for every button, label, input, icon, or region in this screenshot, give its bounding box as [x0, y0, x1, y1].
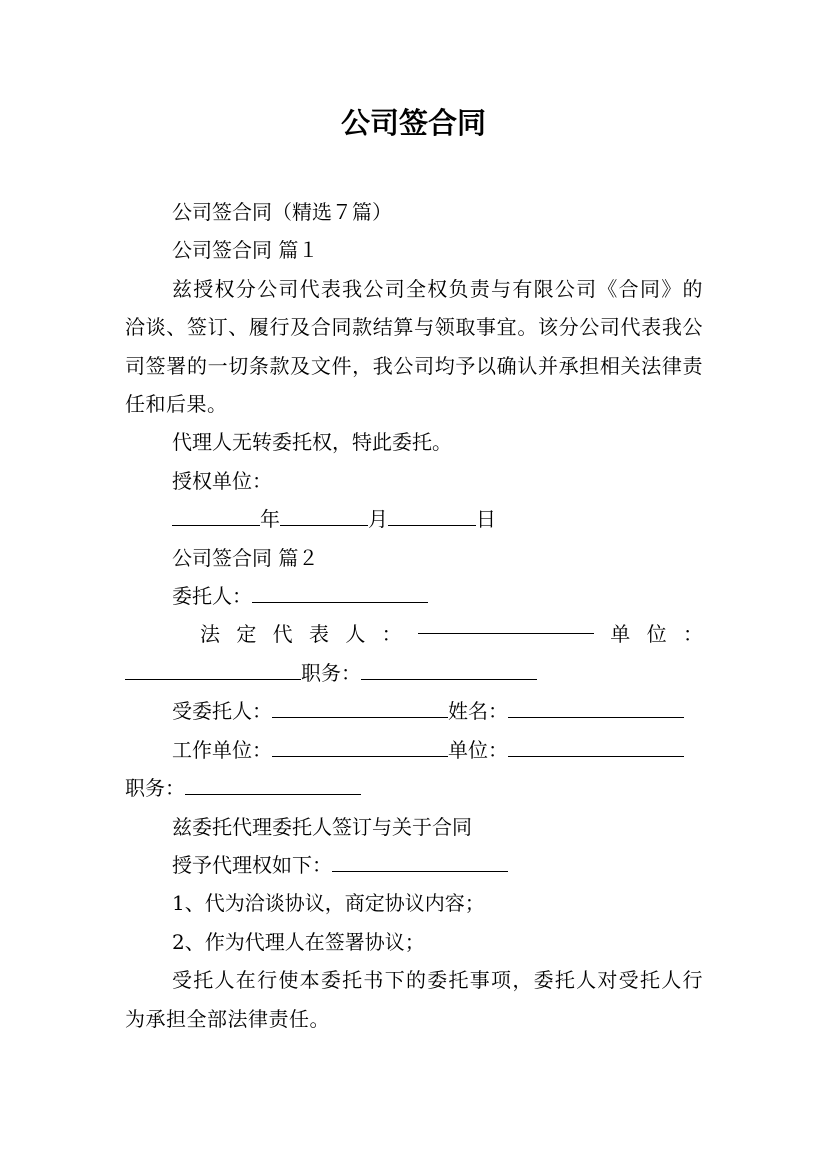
work-unit-label: 工作单位：	[172, 737, 272, 762]
unit-position-line	[125, 654, 703, 692]
unit-char: 单	[610, 622, 631, 647]
name-label: 姓名：	[448, 699, 508, 724]
position-blank-2[interactable]	[185, 776, 361, 795]
work-unit-blank[interactable]	[272, 738, 448, 757]
position-line-2	[125, 769, 703, 807]
unit-blank[interactable]	[125, 661, 301, 680]
section-heading-2: 公司签合同 篇２	[172, 545, 319, 570]
month-blank[interactable]	[280, 507, 368, 526]
legal-rep-char: 表	[308, 622, 329, 647]
document-body	[125, 193, 703, 1038]
position-blank[interactable]	[361, 661, 537, 680]
no-transfer-line: 代理人无转委托权，特此委托。	[172, 430, 452, 455]
position-label: 职务：	[301, 660, 361, 685]
intro-line: 公司签合同（精选７篇）	[172, 200, 392, 224]
item-2: 2、作为代理人在签署协议；	[172, 929, 425, 954]
day-label: 日	[476, 507, 496, 532]
document-title: 公司签合同	[340, 106, 486, 140]
work-unit-line	[125, 731, 703, 769]
unit-char: 位	[646, 622, 667, 647]
liability-paragraph: 受托人在行使本委托书下的委托事项，委托人对受托人行为承担全部法律责任。	[125, 968, 703, 1031]
legal-rep-char: 定	[236, 622, 257, 647]
year-blank[interactable]	[172, 507, 260, 526]
section-heading-1: 公司签合同 篇１	[172, 238, 319, 263]
grant-line	[125, 846, 703, 884]
grant-label: 授予代理权如下：	[172, 852, 332, 877]
position-label-2: 职务：	[125, 776, 185, 801]
legal-rep-char: 法	[200, 622, 220, 647]
year-label: 年	[260, 507, 280, 532]
authorizing-unit-label: 授权单位：	[172, 468, 272, 493]
principal-line	[125, 577, 703, 615]
item-1: 1、代为洽谈协议，商定协议内容；	[172, 891, 485, 916]
unit-char: ：	[682, 622, 703, 647]
legal-rep-char: 代	[272, 622, 293, 647]
principal-label: 委托人：	[172, 584, 252, 609]
legal-rep-char: ：	[381, 622, 402, 647]
agent-label: 受委托人：	[172, 699, 272, 724]
unit-label: 单位：	[448, 737, 508, 762]
legal-rep-char: 人	[345, 622, 366, 647]
agent-line	[125, 692, 703, 730]
unit-blank-2[interactable]	[508, 738, 684, 757]
authorization-paragraph: 兹授权分公司代表我公司全权负责与有限公司《合同》的洽谈、签订、履行及合同款结算与领取事宜。该分公司代表我公司签署的一切条款及文件，我公司均予以确认并承担相关法律责任和后果。	[125, 276, 703, 417]
grant-blank[interactable]	[332, 853, 508, 872]
entrust-line: 兹委托代理委托人签订与关于合同	[172, 814, 472, 839]
legal-rep-blank[interactable]	[418, 615, 594, 634]
day-blank[interactable]	[388, 507, 476, 526]
legal-rep-line	[125, 615, 703, 653]
name-blank[interactable]	[508, 699, 684, 718]
date-line	[125, 500, 703, 538]
principal-blank[interactable]	[252, 584, 428, 603]
agent-blank[interactable]	[272, 699, 448, 718]
month-label: 月	[368, 507, 388, 532]
